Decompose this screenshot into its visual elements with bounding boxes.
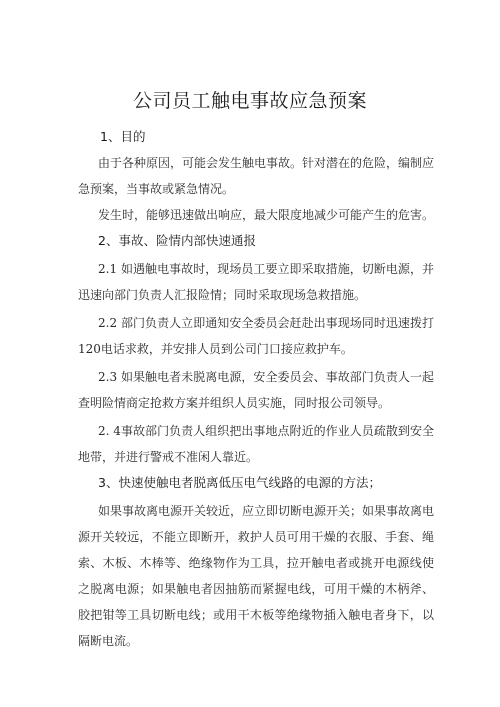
paragraph-2-4: 2. 4事故部门负责人组织把出事地点附近的作业人员疏散到安全地带，并进行警戒不准闲人靠近。 xyxy=(78,424,434,464)
paragraph-2-1: 2.1 如遇触电事故时，现场员工要立即采取措施，切断电源，并迅速向部门负责人汇报险情；同时采取现场急救措施。 xyxy=(78,262,434,302)
paragraph-2-2: 2.2 部门负责人立即通知安全委员会赶赴出事现场同时迅速拨打120电话求救，并安排人员到公司门口接应救护车。 xyxy=(78,316,434,356)
paragraph-purpose-2: 发生时，能够迅速做出响应，最大限度地减少可能产生的危害。 xyxy=(98,208,435,222)
document-title: 公司员工触电事故应急预案 xyxy=(132,90,367,112)
section-heading-method: 3、快速使触电者脱离低压电气线路的电源的方法； xyxy=(98,475,381,490)
paragraph-purpose-1: 由于各种原因，可能会发生触电事故。针对潜在的危险，编制应急预案，当事故或紧急情况。 xyxy=(78,156,435,196)
paragraph-method: 如果事故离电源开关较近，应立即切断电源开关；如果事故离电源开关较远，不能立即断开，救护人员可用干燥的衣服、手套、绳索、木板、木棒等、绝缘物作为工具，拉开触电者或挑开电源线使之脱离电源；如果触电者因抽筋而紧握电线，可用干燥的木柄斧、胶把钳等工具切断电线；或用干木板等绝缘物插入触电者身下，以隔断电流。 xyxy=(78,504,435,648)
section-heading-purpose: 1、目的 xyxy=(100,129,146,144)
section-heading-reporting: 2、事故、险情内部快速通报 xyxy=(98,233,256,248)
paragraph-2-3: 2.3 如果触电者未脱离电源，安全委员会、事故部门负责人一起查明险情商定抢救方案并组织人员实施，同时报公司领导。 xyxy=(78,370,434,410)
